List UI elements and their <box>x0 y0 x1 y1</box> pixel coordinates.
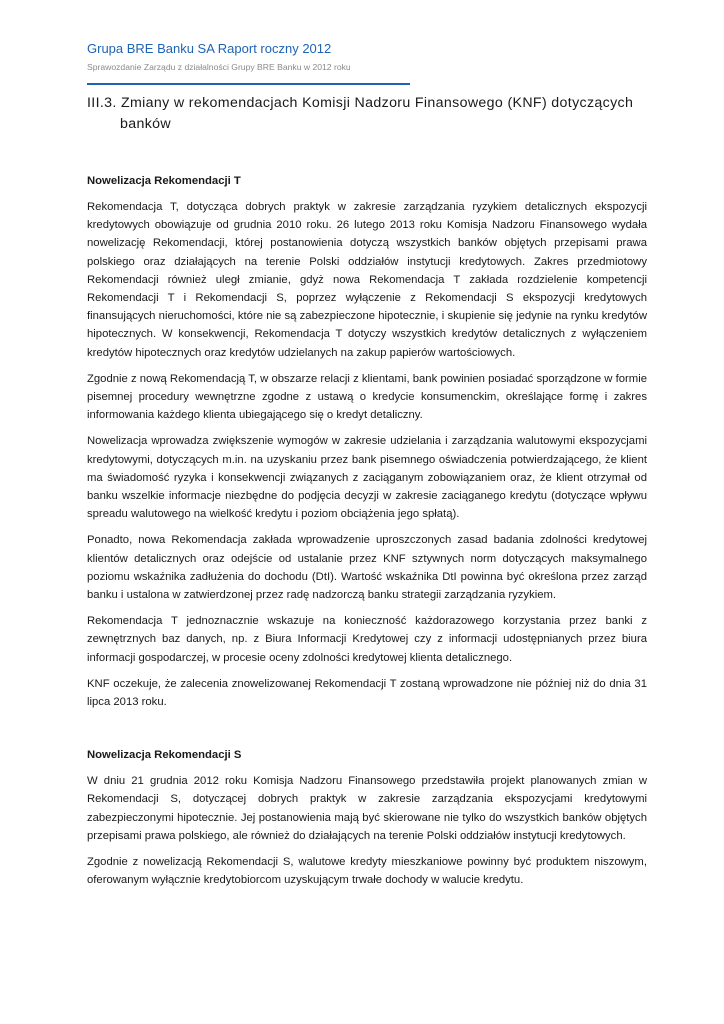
section-title-line1: Zmiany w rekomendacjach Komisji Nadzoru Finansowego (KNF) dotyczących <box>121 95 634 111</box>
paragraph: Nowelizacja wprowadza zwiększenie wymogów w zakresie udzielania i zarządzania walutowymi ekspozycjami kredytowymi, dotyczących m.in. na uzyskaniu przez bank pisemnego oświadczenia potwierdzającego, że klient ma świadomość ryzyka i konsekwencji związanych z zaciąganym zobowiązaniem oraz, że klient otrzymał od banku wszelkie informacje niezbędne do podjęcia decyzji w zakresie zaciąganego kredytu (dotyczące wpływu spreadu walutowego na wielkość kredytu i poziom obciążenia jego spłatą). <box>87 435 647 521</box>
section-content <box>87 172 647 898</box>
subsection-heading-t: Nowelizacja Rekomendacji T <box>87 175 241 187</box>
paragraph: Zgodnie z nowelizacją Rekomendacji S, walutowe kredyty mieszkaniowe powinny być produktem niszowym, oferowanym wyłącznie kredytobiorcom uzyskującym trwałe dochody w walucie kredytu. <box>87 856 647 887</box>
paragraph: W dniu 21 grudnia 2012 roku Komisja Nadzoru Finansowego przedstawiła projekt planowanych zmian w Rekomendacji S, dotyczącej dobrych praktyk w zakresie zarządzania ekspozycjami kredytowymi zabezpieczonymi hipotecznie. Jej postanowienia mają być skierowane nie tylko do wszystkich banków objętych przepisami prawa polskiego, ale również do działających na terenie Polski oddziałów instytucji kredytowych. <box>87 775 647 842</box>
paragraph: KNF oczekuje, że zalecenia znowelizowanej Rekomendacji T zostaną wprowadzone nie później niż do dnia 31 lipca 2013 roku. <box>87 677 647 709</box>
subsection-heading-s: Nowelizacja Rekomendacji S <box>87 749 242 762</box>
header-divider <box>87 83 410 85</box>
section-heading <box>87 93 647 135</box>
document-page <box>87 0 647 1024</box>
report-subtitle: Sprawozdanie Zarządu z działalności Grupy BRE Banku w 2012 roku <box>87 62 351 72</box>
section-title-line2: banków <box>120 116 172 132</box>
paragraph: Ponadto, nowa Rekomendacja zakłada wprowadzenie uproszczonych zasad badania zdolności kredytowej klientów detalicznych oraz odejście od ustalanie przez KNF sztywnych norm dotyczących maksymalnego poziomu wskaźnika zadłużenia do dochodu (DtI). Wartość wskaźnika DtI powinna być określona przez zarząd banku i ustalona w zatwierdzonej przez radę nadzorczą banku strategii zarządzania ryzykiem. <box>87 534 647 602</box>
report-title: Grupa BRE Banku SA Raport roczny 2012 <box>87 41 332 56</box>
paragraph: Rekomendacja T jednoznacznie wskazuje na konieczność każdorazowego korzystania przez banki z zewnętrznych baz danych, np. z Biura Informacji Kredytowej czy z informacji udostępnianych przez biura informacji gospodarczej, w procesie oceny zdolności kredytowej klienta detalicznego. <box>87 615 647 664</box>
paragraph: Rekomendacja T, dotycząca dobrych praktyk w zakresie zarządzania ryzykiem detalicznych ekspozycji kredytowych obowiązuje od grudnia 2010 roku. 26 lutego 2013 roku Komisja Nadzoru Finansowego wydała nowelizację Rekomendacji, której postanowienia dotyczą wszystkich banków objętych przepisami prawa polskiego oraz działających na terenie Polski oddziałów instytucji kredytowych. Zakres przedmiotowy Rekomendacji również uległ zmianie, gdyż nowa Rekomendacja T zakłada rozdzielenie kompetencji Rekomendacji T i Rekomendacji S, poprzez wyłączenie z Rekomendacji S ekspozycji kredytowych finansujących nieruchomości, które nie są zabezpieczone hipotecznie, i skupienie się jedynie na rynku kredytów hipotecznych. W konsekwencji, Rekomendacja T dotyczy wszystkich kredytów detalicznych z wyłączeniem kredytów hipotecznych oraz kredytów udzielanych na zakup papierów wartościowych. <box>87 201 647 359</box>
section-number: III.3. <box>87 95 117 111</box>
paragraph: Zgodnie z nową Rekomendacją T, w obszarze relacji z klientami, bank powinien posiadać sporządzone w formie pisemnej procedury wewnętrzne zgodne z ustawą o kredycie konsumenckim, określające formę i zakres informowania każdego klienta ubiegającego się o kredyt detaliczny. <box>87 372 647 422</box>
